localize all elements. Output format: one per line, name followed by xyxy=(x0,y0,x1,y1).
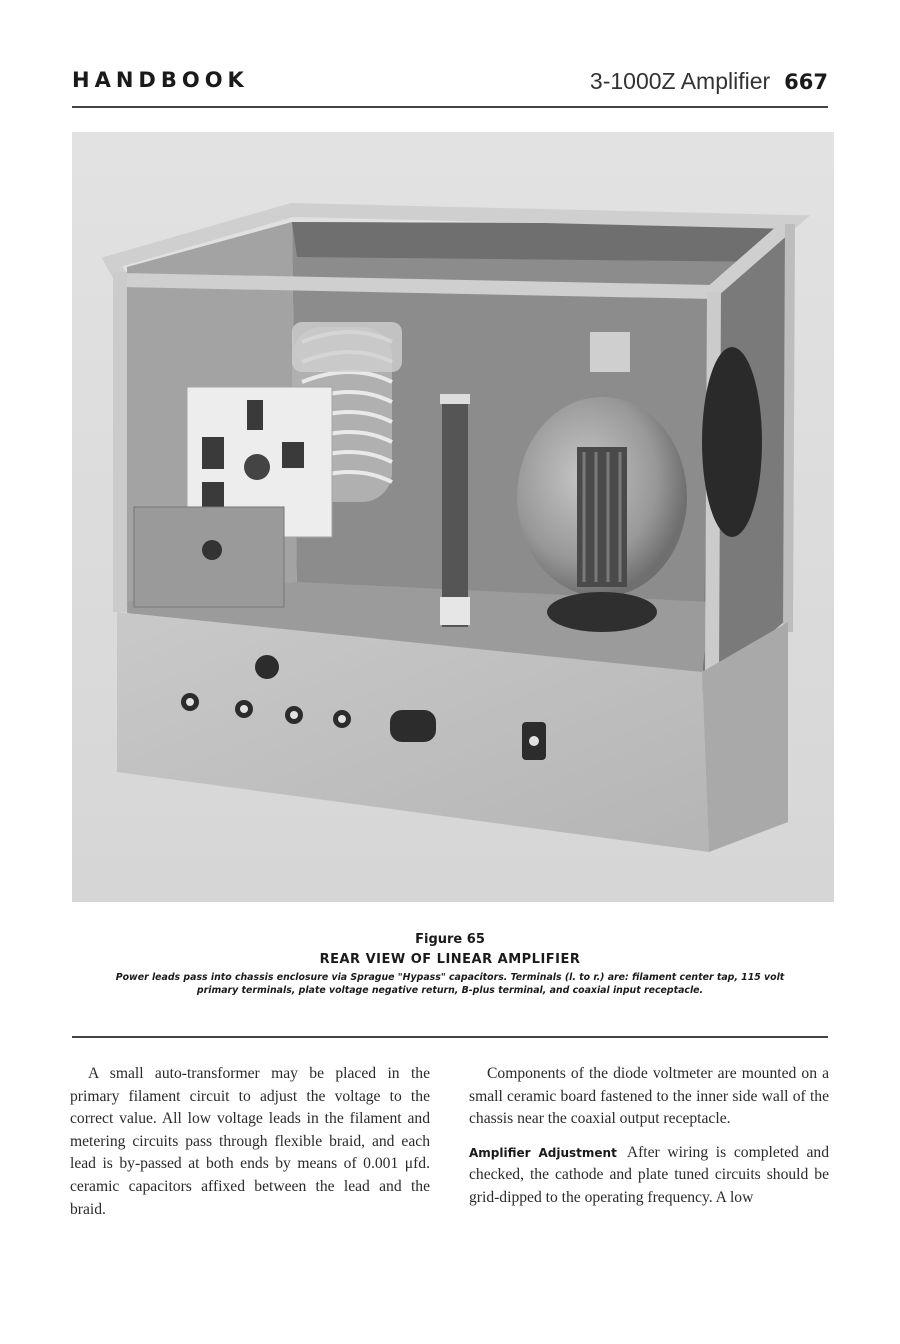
caption-rule xyxy=(72,1036,828,1038)
header-rule xyxy=(72,106,828,108)
running-head xyxy=(590,68,828,95)
section-title: 3-1000Z Amplifier xyxy=(589,68,771,94)
page-number: 667 xyxy=(784,70,828,94)
left-column xyxy=(70,1063,430,1221)
figure-caption: Power leads pass into chassis enclosure via Sprague "Hypass" capacitors. Terminals (l. to r.) are: filament center tap, 115 volt primary terminals, plate voltage negative return, B-plus terminal, and coaxial input receptacle. xyxy=(115,972,785,996)
subsection-heading: Amplifier Adjustment xyxy=(469,1145,617,1160)
figure-title: REAR VIEW OF LINEAR AMPLIFIER xyxy=(319,952,581,967)
body-paragraph: Components of the diode voltmeter are mounted on a small ceramic board fastened to the inner side wall of the chassis near the coaxial output receptacle. xyxy=(469,1065,829,1128)
body-paragraph: A small auto-transformer may be placed in the primary filament circuit to adjust the voltage to the correct value. All low voltage leads in the filament and metering circuits pass through flexible braid, and each lead is by-passed at both ends by means of 0.001 μfd. ceramic capacitors affixed between the lead and the braid. xyxy=(70,1065,430,1218)
right-column xyxy=(469,1063,829,1210)
subsection xyxy=(469,1142,829,1210)
page-header xyxy=(72,68,828,104)
book-title: HANDBOOK xyxy=(72,68,249,92)
amplifier-photo xyxy=(72,132,834,902)
figure-number: Figure 65 xyxy=(415,932,485,947)
subsection-text: After wiring is completed and checked, the cathode and plate tuned circuits should be grid-dipped to the operating frequency. A low xyxy=(469,1143,829,1206)
